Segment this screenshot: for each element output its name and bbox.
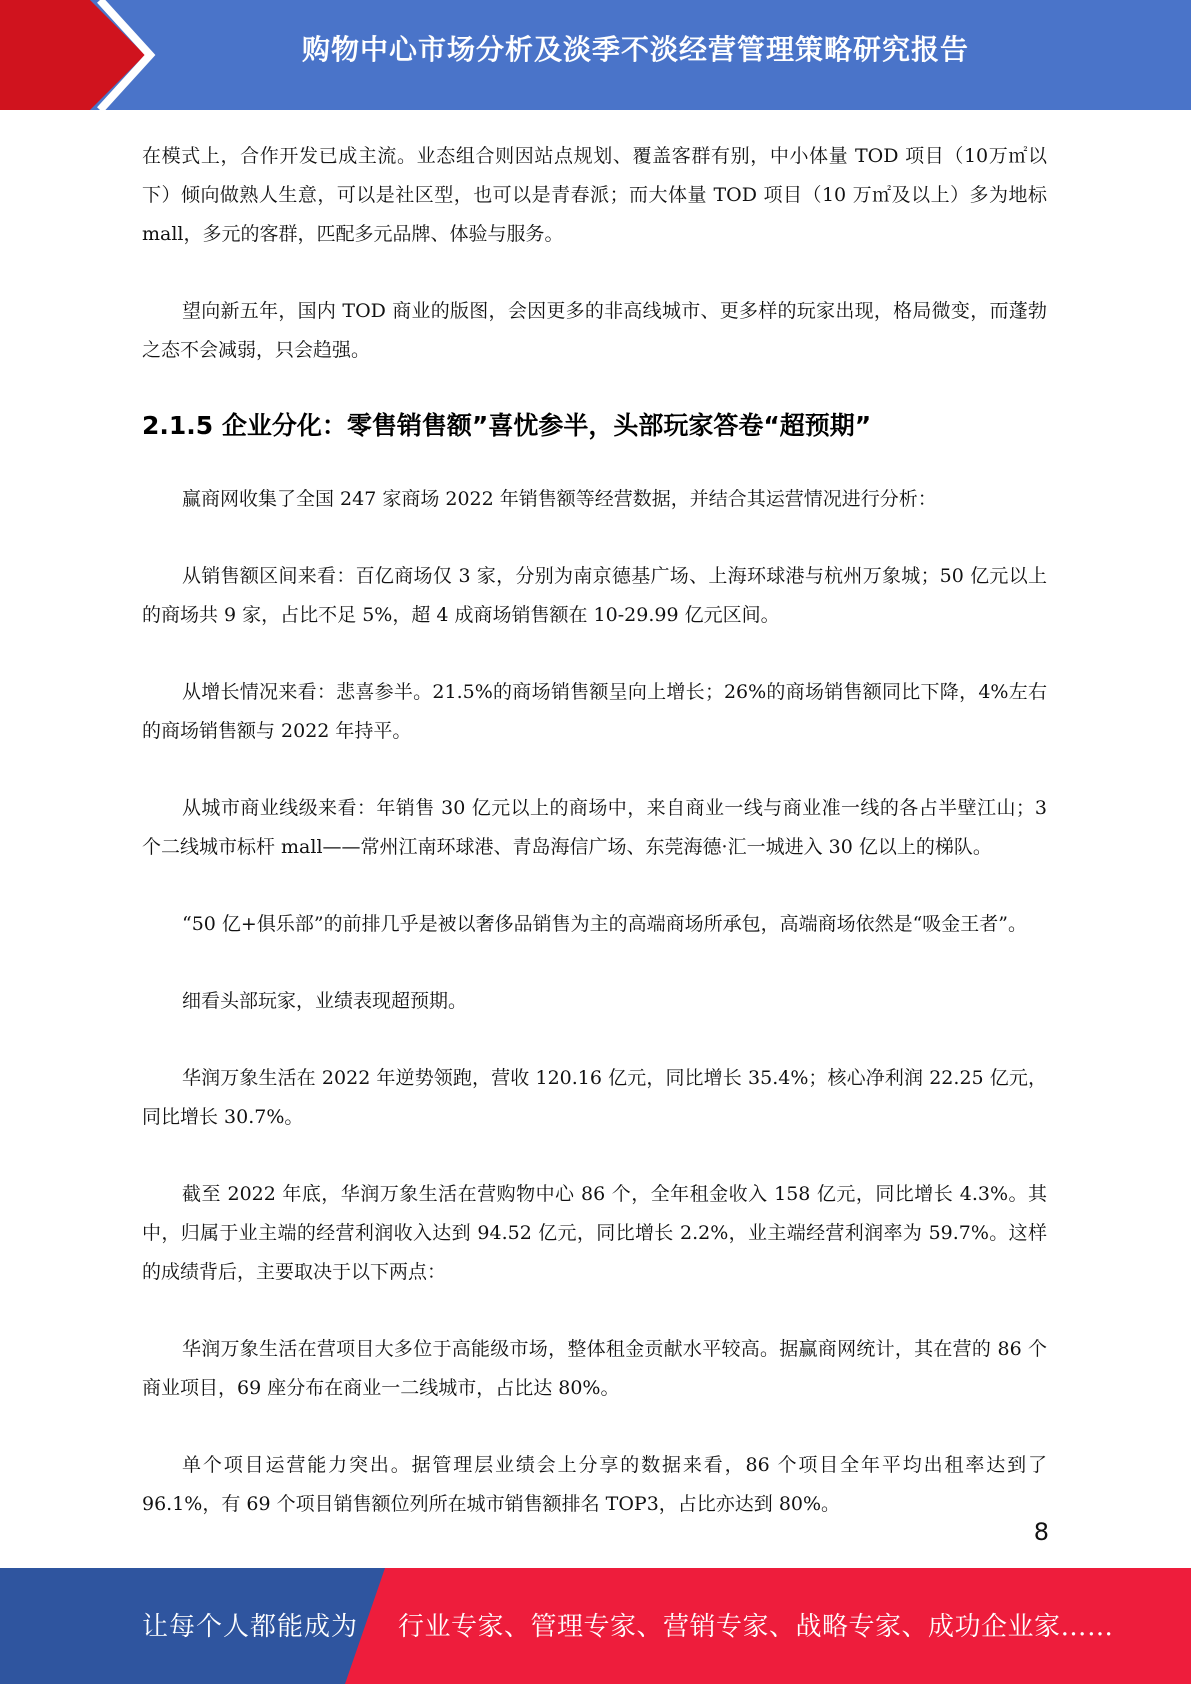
page-number: 8 [1033,1518,1049,1546]
paragraph: 从城市商业线级来看：年销售 30 亿元以上的商场中，来自商业一线与商业准一线的各占半壁江山；3 个二线城市标杆 mall——常州江南环球港、青岛海信广场、东莞海德·汇一城进入 30 亿以上的梯队。 [142,797,1047,858]
paragraph: 赢商网收集了全国 247 家商场 2022 年销售额等经营数据，并结合其运营情况进行分析： [182,488,937,510]
paragraph: 截至 2022 年底，华润万象生活在营购物中心 86 个，全年租金收入 158 亿元，同比增长 4.3%。其中，归属于业主端的经营利润收入达到 94.52 亿元，同比增长 2.2%，业主端经营利润率为 59.7%。这样的成绩背后，主要取决于以下两点： [142,1183,1047,1283]
paragraph: 华润万象生活在 2022 年逆势领跑，营收 120.16 亿元，同比增长 35.4%；核心净利润 22.25 亿元，同比增长 30.7%。 [142,1067,1047,1128]
header-title: 购物中心市场分析及淡季不淡经营管理策略研究报告 [301,33,969,66]
paragraph: 从增长情况来看：悲喜参半。21.5%的商场销售额呈向上增长；26%的商场销售额同比下降，4%左右的商场销售额与 2022 年持平。 [142,681,1047,742]
paragraph: 从销售额区间来看：百亿商场仅 3 家，分别为南京德基广场、上海环球港与杭州万象城；50 亿元以上的商场共 9 家，占比不足 5%，超 4 成商场销售额在 10-29.99 亿元区间。 [142,565,1047,626]
document-body [142,137,1047,1562]
paragraph: “50 亿+俱乐部”的前排几乎是被以奢侈品销售为主的高端商场所承包，高端商场依然是“吸金王者”。 [182,913,1027,935]
page-footer [0,1568,1191,1684]
footer-slogan-left: 让每个人都能成为 [142,1612,359,1642]
paragraph: 在模式上，合作开发已成主流。业态组合则因站点规划、覆盖客群有别，中小体量 TOD 项目（10万㎡以下）倾向做熟人生意，可以是社区型，也可以是青春派；而大体量 TOD 项目（10 万㎡及以上）多为地标 mall，多元的客群，匹配多元品牌、体验与服务。 [142,145,1047,245]
paragraph: 细看头部玩家，业绩表现超预期。 [182,990,468,1012]
paragraph: 单个项目运营能力突出。据管理层业绩会上分享的数据来看，86 个项目全年平均出租率达到了 96.1%，有 69 个项目销售额位列所在城市销售额排名 TOP3，占比亦达到 80%。 [142,1454,1047,1515]
footer-slogan-right: 行业专家、管理专家、营销专家、战略专家、成功企业家…… [398,1612,1114,1642]
paragraph: 华润万象生活在营项目大多位于高能级市场，整体租金贡献水平较高。据赢商网统计，其在营的 86 个商业项目，69 座分布在商业一二线城市，占比达 80%。 [142,1338,1047,1399]
paragraph: 望向新五年，国内 TOD 商业的版图，会因更多的非高线城市、更多样的玩家出现，格局微变，而蓬勃之态不会减弱，只会趋强。 [142,300,1047,361]
page-header [0,0,1191,110]
section-heading: 2.1.5 企业分化：零售销售额”喜忧参半，头部玩家答卷“超预期” [142,411,872,440]
red-arrow-shape [0,0,145,110]
